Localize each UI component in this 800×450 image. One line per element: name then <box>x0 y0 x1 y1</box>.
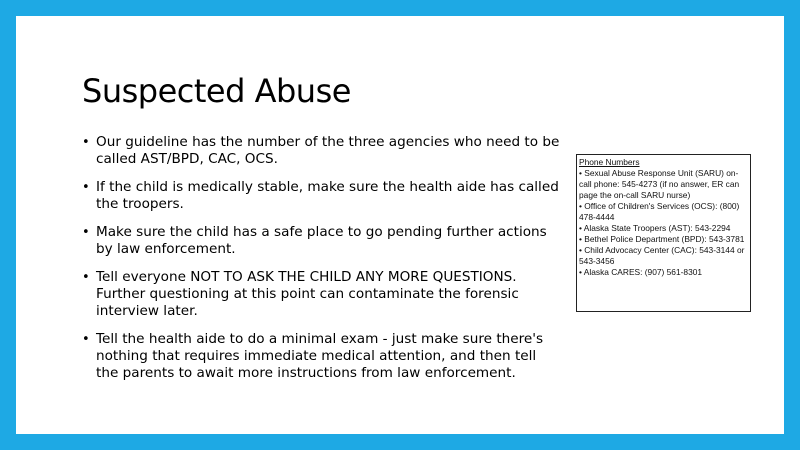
phone-entry-bpd: • Bethel Police Department (BPD): 543-3781 <box>579 234 745 244</box>
bullet-dot: • <box>82 270 90 285</box>
bullet-dot: • <box>82 135 90 150</box>
slide <box>16 16 784 434</box>
bullet-text: Our guideline has the number of the three agencies who need to be called AST/BPD, CAC, OCS. <box>96 134 560 167</box>
bullet-item <box>82 179 562 213</box>
phone-entry-ocs: • Office of Children's Services (OCS): (800) 478-4444 <box>579 201 740 222</box>
bullet-text: If the child is medically stable, make sure the health aide has called the troopers. <box>96 179 559 212</box>
phone-numbers-box <box>576 154 751 312</box>
bullet-dot: • <box>82 225 90 240</box>
bullet-item <box>82 134 562 168</box>
bullet-item <box>82 224 562 258</box>
bullet-text: Make sure the child has a safe place to go pending further actions by law enforcement. <box>96 224 547 257</box>
bullet-text: Tell the health aide to do a minimal exam - just make sure there's nothing that requires immediate medical attention, and then tell the parents to await more instructions from law enforcement. <box>96 331 544 381</box>
slide-title: Suspected Abuse <box>82 72 351 110</box>
bullet-dot: • <box>82 332 90 347</box>
bullet-item <box>82 331 562 382</box>
phone-numbers-heading: Phone Numbers <box>579 157 640 167</box>
phone-entry-saru: • Sexual Abuse Response Unit (SARU) on-call phone: 545-4273 (if no answer, ER can page the on-call SARU nurse) <box>579 168 740 200</box>
phone-entry-cac: • Child Advocacy Center (CAC): 543-3144 or 543-3456 <box>579 245 745 266</box>
phone-entry-alaska-cares: • Alaska CARES: (907) 561-8301 <box>579 267 703 277</box>
bullet-list <box>82 134 562 393</box>
phone-entry-ast: • Alaska State Troopers (AST): 543-2294 <box>579 223 731 233</box>
bullet-item <box>82 269 562 320</box>
bullet-text: Tell everyone NOT TO ASK THE CHILD ANY MORE QUESTIONS. Further questioning at this point can contaminate the forensic interview later. <box>96 269 519 319</box>
bullet-dot: • <box>82 180 90 195</box>
